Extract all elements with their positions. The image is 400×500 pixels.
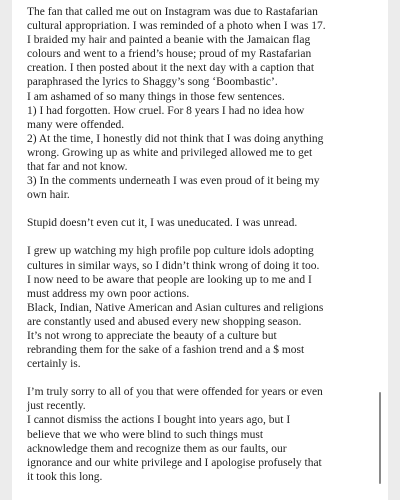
text-line: cultures in similar ways, so I didn’t think wrong of doing it too. (27, 259, 320, 272)
text-line: wrong. Growing up as white and privileged allowed me to get (27, 146, 313, 159)
paragraph-1 (27, 5, 379, 202)
paragraph-3 (27, 244, 379, 371)
text-line: I cannot dismiss the actions I bought into years ago, but I (27, 414, 291, 427)
text-line: I now need to be aware that people are looking up to me and I (27, 273, 312, 286)
text-line: own hair. (27, 189, 70, 202)
text-line: just recently. (27, 400, 86, 413)
text-line: certainly is. (27, 358, 81, 371)
text-line: It’s not wrong to appreciate the beauty of a culture but (27, 329, 277, 342)
text-line: rebranding them for the sake of a fashion trend and a $ most (27, 344, 305, 357)
text-line: are constantly used and abused every new shopping season. (27, 315, 302, 328)
text-line: creation. I then posted about it the next day with a caption that (27, 62, 315, 75)
text-line: acknowledge them and recognize them as our faults, our (27, 442, 287, 455)
text-line: it took this long. (27, 470, 103, 483)
text-line: that far and not know. (27, 161, 128, 174)
text-line: colours and went to a friend’s house; proud of my Rastafarian (27, 48, 312, 61)
text-line: I’m truly sorry to all of you that were offended for years or even (27, 386, 323, 399)
text-line: The fan that called me out on Instagram was due to Rastafarian (27, 6, 318, 18)
text-line: 3) In the comments underneath I was even proud of it being my (27, 175, 320, 188)
paragraph-2 (27, 216, 379, 230)
text-line: paraphrased the lyrics to Shaggy’s song ‘Boombastic’. (27, 76, 278, 89)
text-line: ignorance and our white privilege and I apologise profusely that (27, 456, 322, 469)
text-line: 2) At the time, I honestly did not think that I was doing anything (27, 132, 324, 145)
text-line: many were offended. (27, 118, 125, 131)
text-line: I am ashamed of so many things in those few sentences. (27, 90, 285, 103)
text-line: believe that we who were blind to such things must (27, 428, 264, 441)
text-line: Black, Indian, Native American and Asian cultures and religions (27, 301, 324, 314)
document-body (27, 5, 379, 484)
text-line: I braided my hair and painted a beanie with the Jamaican flag (27, 34, 311, 47)
paragraph-4 (27, 385, 379, 484)
text-line: 1) I had forgotten. How cruel. For 8 years I had no idea how (27, 104, 305, 117)
document-page (12, 0, 388, 500)
text-line: must address my own poor actions. (27, 287, 190, 300)
text-line: cultural appropriation. I was reminded of a photo when I was 17. (27, 20, 326, 33)
text-line: I grew up watching my high profile pop culture idols adopting (27, 245, 314, 258)
scrollbar-thumb[interactable] (379, 392, 381, 484)
text-line: Stupid doesn’t even cut it, I was uneducated. I was unread. (27, 217, 298, 230)
